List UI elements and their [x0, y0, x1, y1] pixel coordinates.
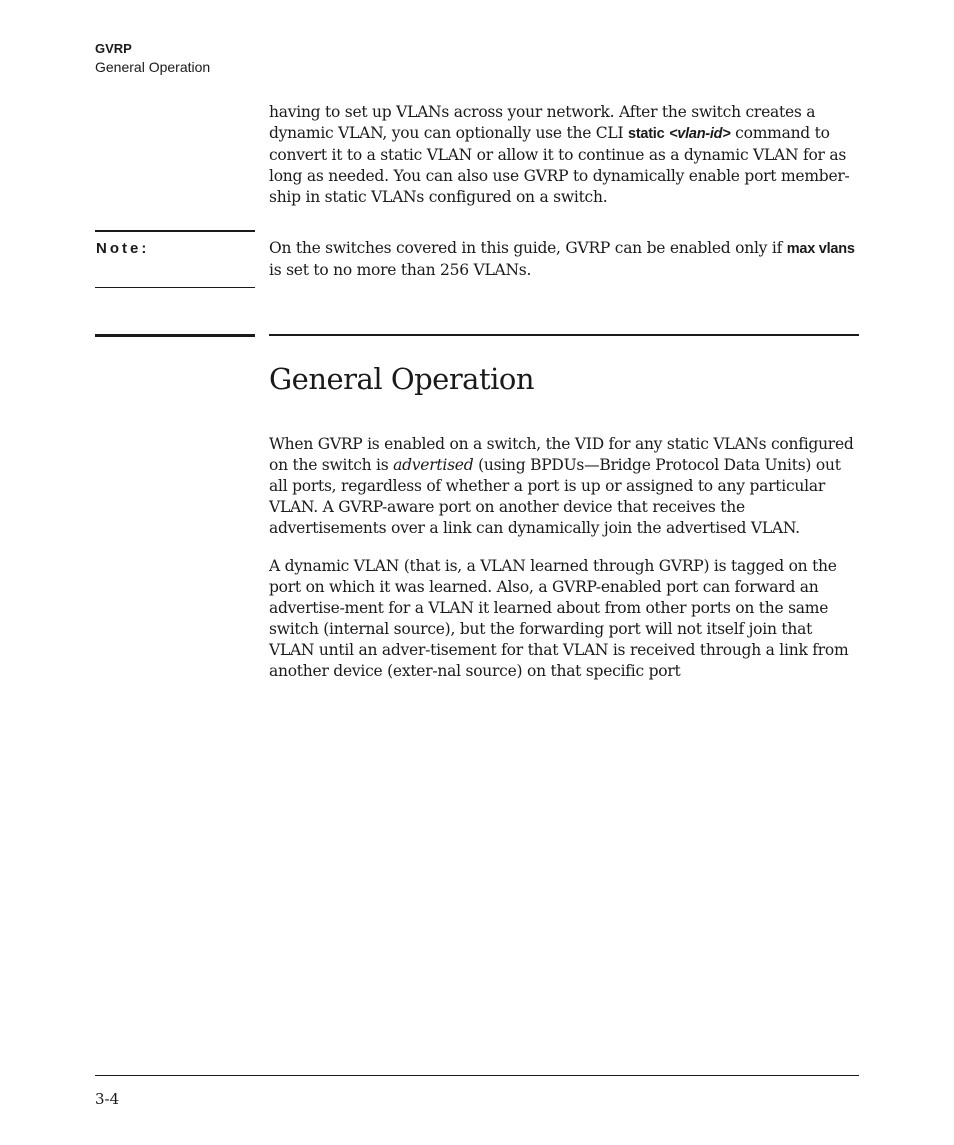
- running-header-chapter: GVRP: [95, 41, 132, 56]
- cli-argument-vlan-id: <vlan-id>: [669, 126, 731, 142]
- intro-paragraph: [269, 102, 859, 208]
- section-paragraph-1: [269, 434, 859, 539]
- cli-command-max-vlans: max vlans: [786, 241, 855, 257]
- intro-text-b: command to convert it to a static VLAN or allow it to continue as a dynamic VLAN for as long as needed. You can also use GVRP to dynamically enable port member-ship in static VLANs configured on a switch.: [269, 124, 850, 206]
- para1-text-a: When GVRP is enabled on a switch, the VID for any static VLANs configured on the switch is: [269, 435, 854, 474]
- section-rule-right: [269, 334, 859, 336]
- note-label: Note:: [96, 240, 150, 257]
- note-top-rule: [95, 230, 255, 232]
- para1-emphasis: advertised: [393, 456, 474, 474]
- intro-text-a: having to set up VLANs across your network. After the switch creates a dynamic VLAN, you can optionally use the CLI: [269, 103, 816, 142]
- note-text-b: is set to no more than 256 VLANs.: [269, 261, 532, 279]
- para1-text-b: (using BPDUs—Bridge Protocol Data Units) out all ports, regardless of whether a port is up or assigned to any particular VLAN. A GVRP-aware port on another device that receives the advertisements over a link can dynamically join the advertised VLAN.: [269, 456, 841, 537]
- note-text-a: On the switches covered in this guide, GVRP can be enabled only if: [269, 239, 787, 257]
- section-title: General Operation: [269, 362, 535, 396]
- cli-command-static: static: [628, 126, 665, 142]
- section-paragraph-2: [269, 556, 859, 682]
- note-text: [269, 238, 859, 281]
- note-bottom-rule: [95, 287, 255, 288]
- running-header-section: General Operation: [95, 59, 211, 75]
- footer-rule: [95, 1075, 859, 1076]
- para2-text: A dynamic VLAN (that is, a VLAN learned through GVRP) is tagged on the port on which it was learned. Also, a GVRP-enabled port can forward an advertise-ment for a VLAN it learned about from other ports on the same switch (internal source), but the forwarding port will not itself join that VLAN until an adver-tisement for that VLAN is received through a link from another device (exter-nal source) on that specific port: [269, 557, 849, 680]
- page-number: 3-4: [95, 1090, 120, 1108]
- section-rule-left: [95, 334, 255, 337]
